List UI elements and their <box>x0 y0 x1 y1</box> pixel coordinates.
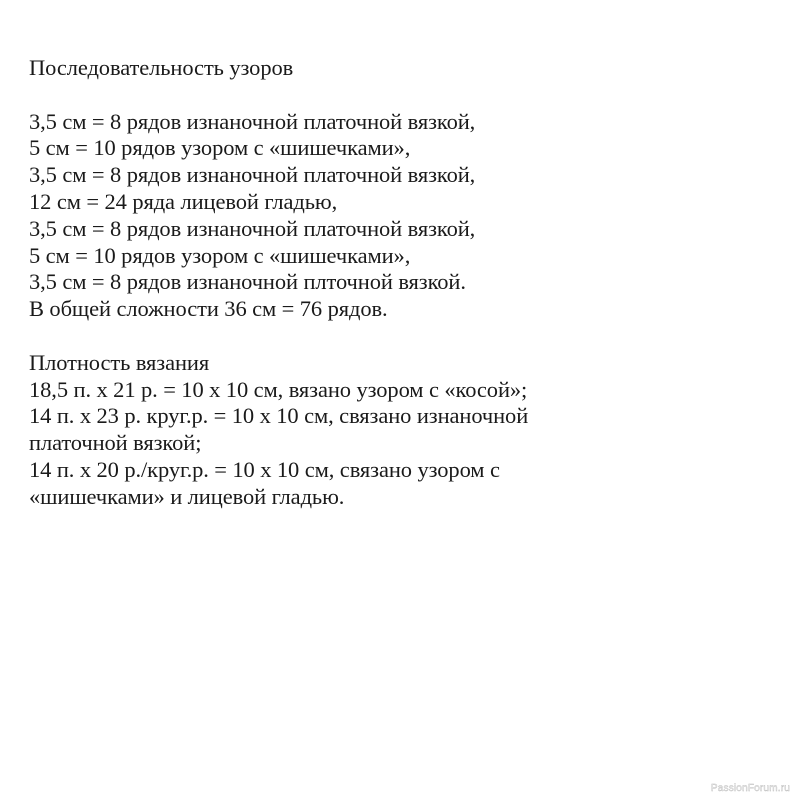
gauge-line: «шишечками» и лицевой гладью. <box>29 483 345 509</box>
document-body <box>29 55 769 511</box>
gauge-line: платочной вязкой; <box>29 430 202 456</box>
sequence-line: 3,5 см = 8 рядов изнаночной платочной вязкой, <box>29 162 476 188</box>
gauge-line: 14 п. х 23 р. круг.р. = 10 х 10 см, связано изнаночной <box>29 403 529 429</box>
watermark: PassionForum.ru <box>710 783 790 794</box>
sequence-line: 3,5 см = 8 рядов изнаночной платочной вязкой, <box>29 108 476 134</box>
sequence-line: 5 см = 10 рядов узором с «шишечками», <box>29 242 411 268</box>
sequence-line: 3,5 см = 8 рядов изнаночной платочной вязкой, <box>29 215 476 241</box>
gauge-line: 18,5 п. х 21 р. = 10 х 10 см, вязано узором с «косой»; <box>29 376 528 402</box>
sequence-total: В общей сложности 36 см = 76 рядов. <box>29 296 388 322</box>
section-title-gauge: Плотность вязания <box>29 349 210 375</box>
section-title-pattern-sequence: Последовательность узоров <box>29 55 294 80</box>
sequence-line: 5 см = 10 рядов узором с «шишечками», <box>29 135 411 161</box>
sequence-line: 3,5 см = 8 рядов изнаночной плточной вязкой. <box>29 269 466 295</box>
gauge-line: 14 п. х 20 р./круг.р. = 10 х 10 см, связано узором с <box>29 456 500 482</box>
spacer <box>29 82 769 109</box>
sequence-line: 12 см = 24 ряда лицевой гладью, <box>29 188 338 214</box>
spacer <box>29 323 769 350</box>
